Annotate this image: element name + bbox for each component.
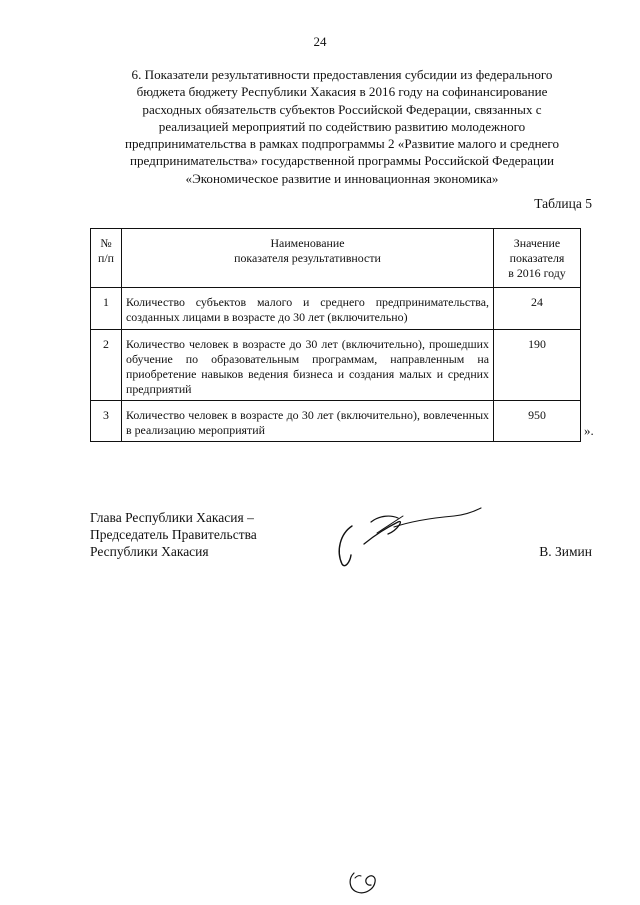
row-number: 3 [91,401,122,442]
indicator-value: 950 [494,401,581,442]
handwritten-signature-icon [330,506,490,570]
heading-line: реализацией мероприятий по содействию развитию молодежного [158,118,526,134]
table-header-row [91,229,581,288]
section-heading [92,66,592,187]
signatory-position-line: Председатель Правительства [90,527,257,542]
heading-line: «Экономическое развитие и инновационная экономика» [185,170,499,186]
header-indicator-value-text: Значение показателя в 2016 году [508,236,566,280]
table-caption: Таблица 5 [534,196,592,211]
header-indicator-name [122,229,494,288]
header-number-text: № п/п [97,236,115,265]
heading-line: предпринимательства в рамках подпрограммы 2 «Развитие малого и среднего [124,136,560,152]
indicator-name: Количество субъектов малого и среднего предпринимательства, созданных лицами в возрасте до 30 лет (включительно) [122,288,494,330]
heading-line: предпринимательства» государственной программы Российской Федерации [129,153,555,169]
table-row [91,401,581,442]
header-indicator-value [494,229,581,288]
indicator-name: Количество человек в возрасте до 30 лет (включительно), прошедших обучение по образовательным программам, направленным на приобретение навыков ведения бизнеса и создания малых и средних предприятий [122,330,494,401]
signatory-position-line: Глава Республики Хакасия – [90,510,254,525]
indicator-value: 24 [494,288,581,330]
table-row [91,288,581,330]
results-table [90,228,581,442]
initials-mark-icon [346,865,380,895]
heading-line: 6. Показатели результативности предоставления субсидии из федерального [131,67,553,82]
row-number: 2 [91,330,122,401]
table-row [91,330,581,401]
heading-line: расходных обязательств субъектов Российской Федерации, связанных с [142,101,542,117]
closing-quote-mark: ». [584,423,594,438]
header-indicator-name-text: Наименование показателя результативности [234,236,381,265]
heading-line: бюджета бюджету Республики Хакасия в 2016 году на софинансирование [136,84,548,100]
indicator-name: Количество человек в возрасте до 30 лет (включительно), вовлеченных в реализацию мероприятий [122,401,494,442]
signatory-name: В. Зимин [539,544,592,559]
page-number: 24 [313,34,327,49]
signatory-position-line: Республики Хакасия [90,544,209,559]
indicator-value: 190 [494,330,581,401]
header-number [91,229,122,288]
signatory-position [90,509,257,560]
row-number: 1 [91,288,122,330]
